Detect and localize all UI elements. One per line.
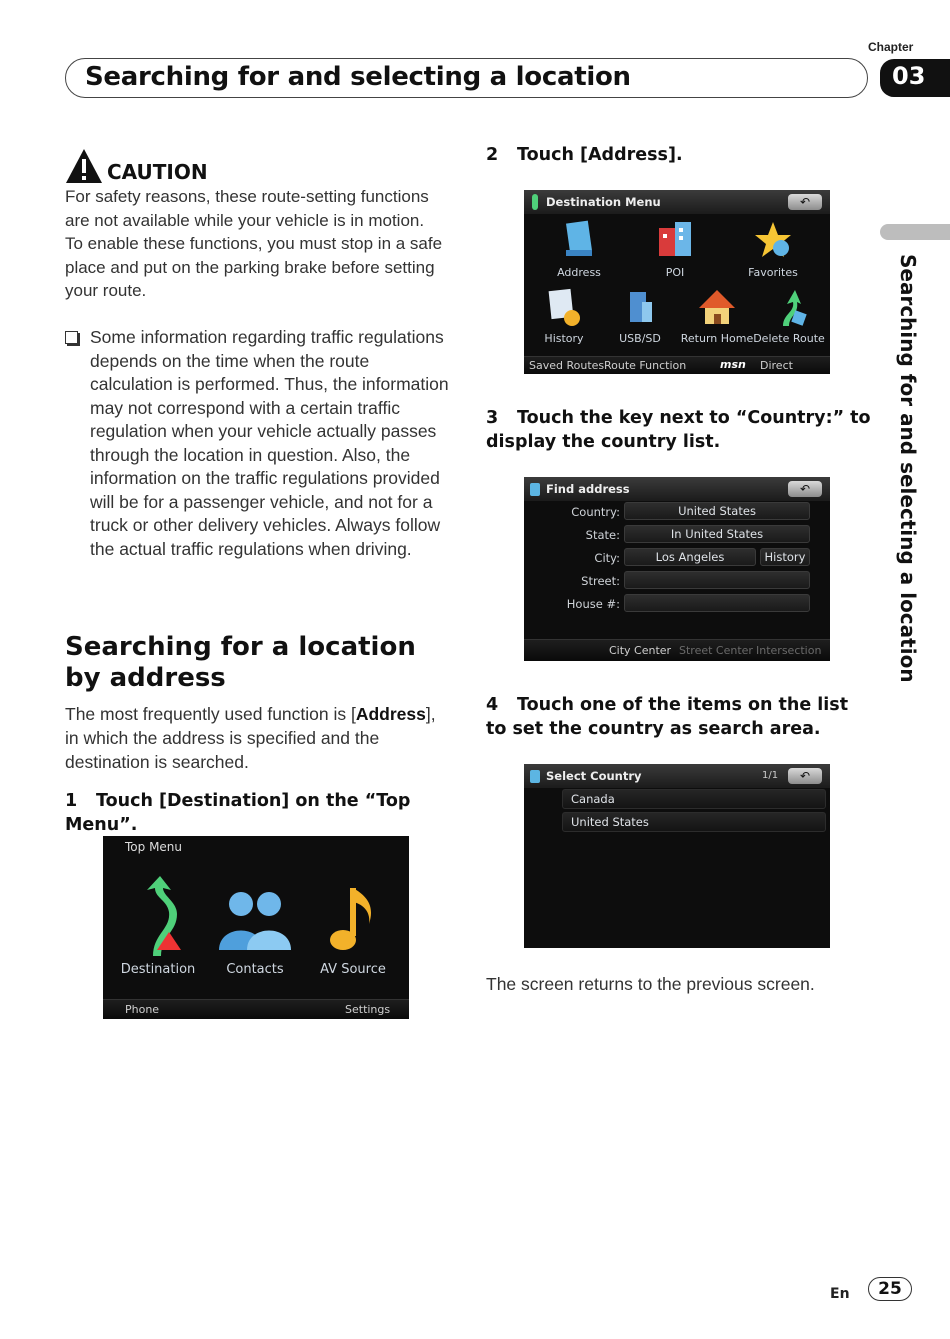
destination-item[interactable] <box>113 874 203 977</box>
city-label: City: <box>594 551 620 565</box>
return-home-item[interactable] <box>676 288 758 345</box>
poi-label: POI <box>665 266 685 279</box>
side-tab-bar <box>880 224 950 240</box>
step-4 <box>486 693 871 741</box>
favorites-label: Favorites <box>748 266 798 279</box>
step-number: 2 <box>486 145 499 165</box>
step-text: Touch the key next to “Country:” to display the country list. <box>486 408 871 452</box>
step-1 <box>65 789 455 837</box>
history-label: History <box>544 332 584 345</box>
step-3 <box>486 406 871 454</box>
step-2 <box>486 143 866 167</box>
city-center-button[interactable]: City Center <box>609 644 672 657</box>
result-text: The screen returns to the previous screen. <box>486 974 815 994</box>
house-number-field[interactable] <box>624 594 810 612</box>
caution-heading: CAUTION <box>107 160 208 184</box>
history-clock-icon <box>544 288 584 328</box>
country-list-item[interactable]: Canada <box>562 789 826 809</box>
return-home-label: Return Home <box>680 332 754 345</box>
address-book-icon <box>562 220 596 260</box>
usb-sd-icon <box>620 288 660 328</box>
top-menu-footer <box>103 999 409 1019</box>
destination-menu-screenshot <box>524 190 830 374</box>
step-number: 1 <box>65 791 78 811</box>
home-icon <box>697 288 737 328</box>
destination-menu-header <box>524 190 830 214</box>
back-button[interactable]: ↶ <box>788 768 822 784</box>
top-menu-title: Top Menu <box>125 840 183 854</box>
step-text: Touch [Address]. <box>517 145 683 165</box>
msn-direct-label: Direct <box>760 359 793 372</box>
usb-sd-label: USB/SD <box>619 332 661 345</box>
chapter-label: Chapter <box>868 40 914 54</box>
find-address-screenshot <box>524 477 830 661</box>
destination-arrow-icon <box>133 874 183 958</box>
settings-button[interactable]: Settings <box>345 1003 391 1016</box>
saved-routes-button[interactable]: Saved Routes <box>529 359 605 372</box>
language-label: En <box>830 1286 850 1302</box>
delete-route-item[interactable] <box>752 288 826 345</box>
poi-item[interactable] <box>634 220 716 279</box>
intro-address-keyword: Address <box>355 704 426 724</box>
select-country-header <box>524 764 830 788</box>
section-title: Searching for a location by address <box>65 632 416 693</box>
page-indicator: 1/1 <box>762 770 779 781</box>
step-number: 3 <box>486 408 499 428</box>
section-intro <box>65 702 445 774</box>
street-field[interactable] <box>624 571 810 589</box>
chapter-number: 03 <box>880 59 950 97</box>
country-list-item[interactable]: United States <box>562 812 826 832</box>
city-field[interactable]: Los Angeles <box>624 548 756 566</box>
select-country-screenshot <box>524 764 830 948</box>
history-button[interactable]: History <box>760 548 810 566</box>
contacts-item[interactable] <box>209 884 301 977</box>
country-field[interactable]: United States <box>624 502 810 520</box>
delete-route-label: Delete Route <box>753 332 825 345</box>
phone-button[interactable]: Phone <box>125 1003 160 1016</box>
page-number: 25 <box>868 1277 912 1301</box>
back-button[interactable]: ↶ <box>788 481 822 497</box>
caution-text: For safety reasons, these route-setting functions are not available while your vehicle is in motion. To enable these functions, you must stop in a safe place and put on the parking brake before setting your route. <box>65 187 443 301</box>
top-menu-screenshot <box>103 836 409 1019</box>
contacts-icon <box>217 884 293 958</box>
find-address-title: Find address <box>546 482 630 496</box>
favorites-item[interactable] <box>732 220 814 279</box>
step-text: Touch one of the items on the list to set the country as search area. <box>486 695 849 739</box>
intro-text-start: The most frequently used function is [ <box>65 704 356 724</box>
intersection-button[interactable]: Intersection <box>756 644 822 657</box>
poi-building-icon <box>655 220 695 260</box>
step-number: 4 <box>486 695 499 715</box>
contacts-label: Contacts <box>226 962 284 977</box>
house-number-label: House #: <box>566 597 620 611</box>
av-source-item[interactable] <box>307 884 399 977</box>
address-small-icon <box>530 770 540 783</box>
route-function-button[interactable]: Route Function <box>604 359 687 372</box>
usb-sd-item[interactable] <box>604 288 676 345</box>
favorites-star-icon <box>753 220 793 260</box>
note-text: Some information regarding traffic regulations depends on the time when the route calculation is performed. Thus, the information may not correspond with a certain traffic regulation when your vehicle actually passes through the location in question. Also, the information on the traffic regulations provided will be for a passenger vehicle, and not for a truck or other delivery vehicles. Always follow the actual traffic regulations when driving. <box>90 327 449 559</box>
msn-logo[interactable]: msn <box>720 358 746 371</box>
find-address-header <box>524 477 830 501</box>
destination-menu-footer <box>524 356 830 374</box>
street-label: Street: <box>581 574 620 588</box>
history-item[interactable] <box>528 288 600 345</box>
address-label: Address <box>557 266 601 279</box>
country-label: Country: <box>571 505 620 519</box>
av-source-label: AV Source <box>320 962 386 977</box>
caution-heading-row <box>65 148 445 184</box>
address-item[interactable] <box>538 220 620 279</box>
back-button[interactable]: ↶ <box>788 194 822 210</box>
destination-menu-title: Destination Menu <box>546 195 661 209</box>
destination-label: Destination <box>120 962 196 977</box>
delete-route-icon <box>769 288 809 328</box>
intro-text-end: ], in which the address is specified and the destination is searched. <box>65 704 436 772</box>
step-text: Touch [Destination] on the “Top Menu”. <box>65 791 411 835</box>
page-title: Searching for and selecting a location <box>85 62 631 92</box>
side-tab-text: Searching for and selecting a location <box>896 254 920 683</box>
address-small-icon <box>530 483 540 496</box>
find-address-footer <box>524 639 830 661</box>
page-title-frame <box>65 58 868 98</box>
music-note-icon <box>323 884 383 958</box>
warning-icon <box>65 148 103 184</box>
destination-small-icon <box>532 194 538 210</box>
state-field[interactable]: In United States <box>624 525 810 543</box>
note-checkbox-icon <box>65 331 78 344</box>
note-block <box>65 326 450 561</box>
caution-block <box>65 148 445 303</box>
state-label: State: <box>585 528 620 542</box>
street-center-button[interactable]: Street Center <box>679 644 753 657</box>
select-country-title: Select Country <box>546 769 642 783</box>
